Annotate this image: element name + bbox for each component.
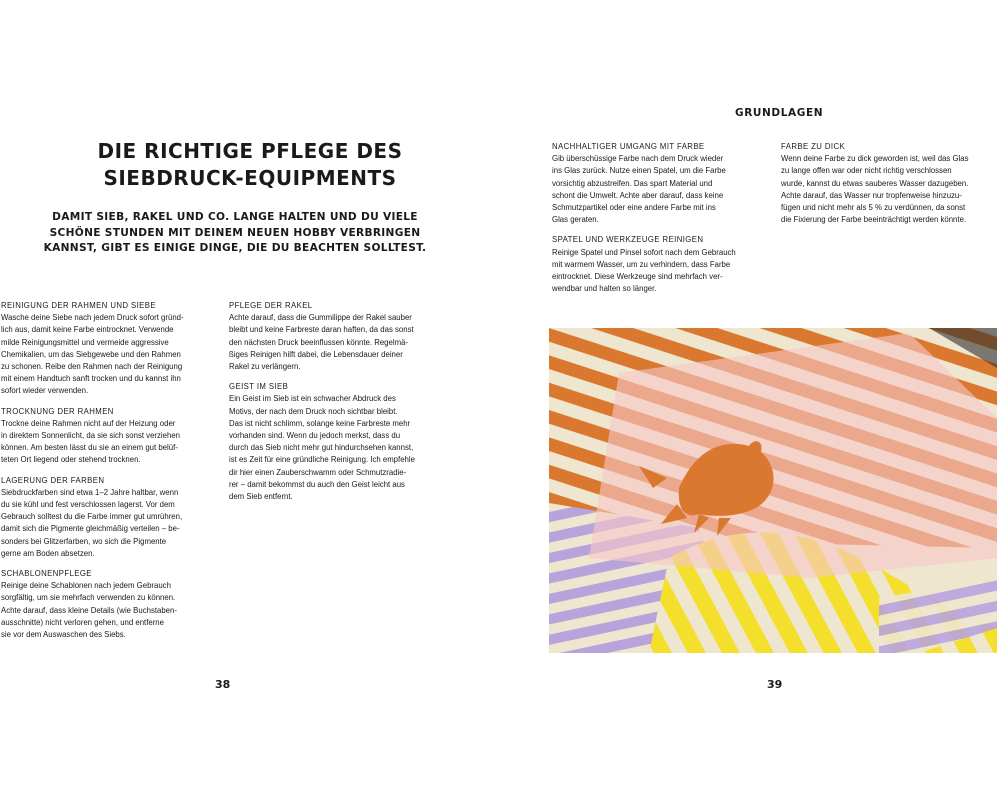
section-heading: SPATEL UND WERKZEUGE REINIGEN (552, 235, 704, 245)
section-spatel (552, 234, 772, 295)
section-body: Wasche deine Siebe nach jedem Druck sofort gründ- lich aus, damit keine Farbe eintrocknet. Verwende milde Reinigungsmittel und vermeide aggressive Chemikalien, um das Siebgewebe und den Rahmen zu schonen. Reibe den Rahmen nach der Reinigung mit einem Handtuch sanft trocken und du kannst ihn sofort wieder verwenden. (1, 313, 184, 396)
section-body: Ein Geist im Sieb ist ein schwacher Abdruck des Motivs, der nach dem Druck noch sichtbar bleibt. Das ist nicht schlimm, solange keine Farbreste mehr vorhanden sind. Wenn du jedoch merkst, dass du durch das Sieb nicht mehr gut hindurchsehen kannst, ist es Zeit für eine gründliche Reinigung. Ich empfehle dir hier einen Zauberschwamm oder Schmutzradie- rer – damit bekommst du auch den Geist leicht aus dem Sieb entfernt. (229, 394, 415, 502)
section-heading: REINIGUNG DER RAHMEN UND SIEBE (1, 301, 156, 310)
intro-line-1: DAMIT SIEB, RAKEL UND CO. LANGE HALTEN UND DU VIELE (52, 211, 418, 223)
running-header: GRUNDLAGEN (735, 107, 824, 119)
section-nachhaltig (552, 141, 772, 226)
section-heading: FARBE ZU DICK (781, 142, 846, 151)
section-body: Trockne deine Rahmen nicht auf der Heizung oder in direktem Sonnenlicht, da sie sich sonst verziehen können. Am besten lässt du sie an einem gut belüf- teten Ort liegend oder stehend trocknen. (1, 418, 180, 465)
section-trocknung (1, 406, 216, 467)
text-column-3 (552, 141, 772, 303)
section-body: Reinige Spatel und Pinsel sofort nach dem Gebrauch mit warmem Wasser, um zu verhindern, dass Farbe eintrocknet. Diese Werkzeuge sind mehrfach ver- wendbar und halten so länger. (552, 247, 736, 294)
title-line-1: DIE RICHTIGE PFLEGE DES (97, 139, 403, 163)
section-heading: PFLEGE DER RAKEL (229, 301, 313, 310)
section-schablonen (1, 568, 216, 641)
towel-photo-svg (549, 328, 997, 653)
intro-line-2: SCHÖNE STUNDEN MIT DEINEM NEUEN HOBBY VERBRINGEN (49, 226, 421, 239)
intro-line-3: KANNST, GIBT ES EINIGE DINGE, DIE DU BEACHTEN SOLLTEST. (43, 242, 427, 254)
text-column-2 (229, 300, 447, 511)
page-number-left: 38 (215, 678, 231, 691)
section-heading: TROCKNUNG DER RAHMEN (1, 406, 114, 416)
page-title (60, 138, 440, 192)
section-rahmen-siebe (1, 300, 216, 398)
section-geist (229, 381, 447, 503)
section-lagerung (1, 475, 216, 560)
section-heading: GEIST IM SIEB (229, 382, 289, 392)
section-body: Achte darauf, dass die Gummilippe der Rakel sauber bleibt und keine Farbreste daran haften, da das sonst den nächsten Druck beeinflussen könnte. Regelmä- ßiges Reinigen hilft dabei, die Lebensdauer deiner Rakel zu verlängern. (229, 313, 414, 372)
section-heading: NACHHALTIGER UMGANG MIT FARBE (552, 142, 705, 151)
towel-photo (549, 328, 997, 653)
section-farbe-dick (781, 141, 999, 226)
section-heading: SCHABLONENPFLEGE (1, 569, 92, 579)
intro-text (40, 210, 430, 257)
section-body: Siebdruckfarben sind etwa 1–2 Jahre haltbar, wenn du sie kühl und fest verschlossen lagerst. Vor dem Gebrauch solltest du die Farbe immer gut umrühren, damit sich die Pigmente gleichmäßig verteilen – be- sonders bei Glitzerfarben, wo sich die Pigmente gerne am Boden absetzen. (1, 487, 183, 558)
page-number-right: 39 (767, 678, 783, 691)
section-body: Wenn deine Farbe zu dick geworden ist, weil das Glas zu lange offen war oder nicht richtig verschlossen wurde, kannst du etwas sauberes Wasser dazugeben. Achte darauf, das Wasser nur tropfenweise hinzuzu- fügen und nicht mehr als 5 % zu verdünnen, da sonst die Fixierung der Farbe beeinträchtigt werden könnte. (781, 154, 969, 225)
section-body: Reinige deine Schablonen nach jedem Gebrauch sorgfältig, um sie mehrfach verwenden zu können. Achte darauf, dass kleine Details (wie Buchstaben- ausschnitte) nicht verloren gehen, und entferne sie vor dem Auswaschen des Siebs. (1, 581, 177, 640)
title-line-2: SIEBDRUCK-EQUIPMENTS (103, 166, 397, 190)
section-body: Gib überschüssige Farbe nach dem Druck wieder ins Glas zurück. Nutze einen Spatel, um die Farbe vorsichtig abzustreifen. Das spart Material und schont die Umwelt. Achte aber darauf, dass keine Schmutzpartikel oder eine andere Farbe mit ins Glas geraten. (552, 154, 726, 225)
text-column-1 (1, 300, 216, 649)
section-heading: LAGERUNG DER FARBEN (1, 475, 105, 485)
text-column-4 (781, 141, 999, 234)
section-rakel (229, 300, 447, 373)
